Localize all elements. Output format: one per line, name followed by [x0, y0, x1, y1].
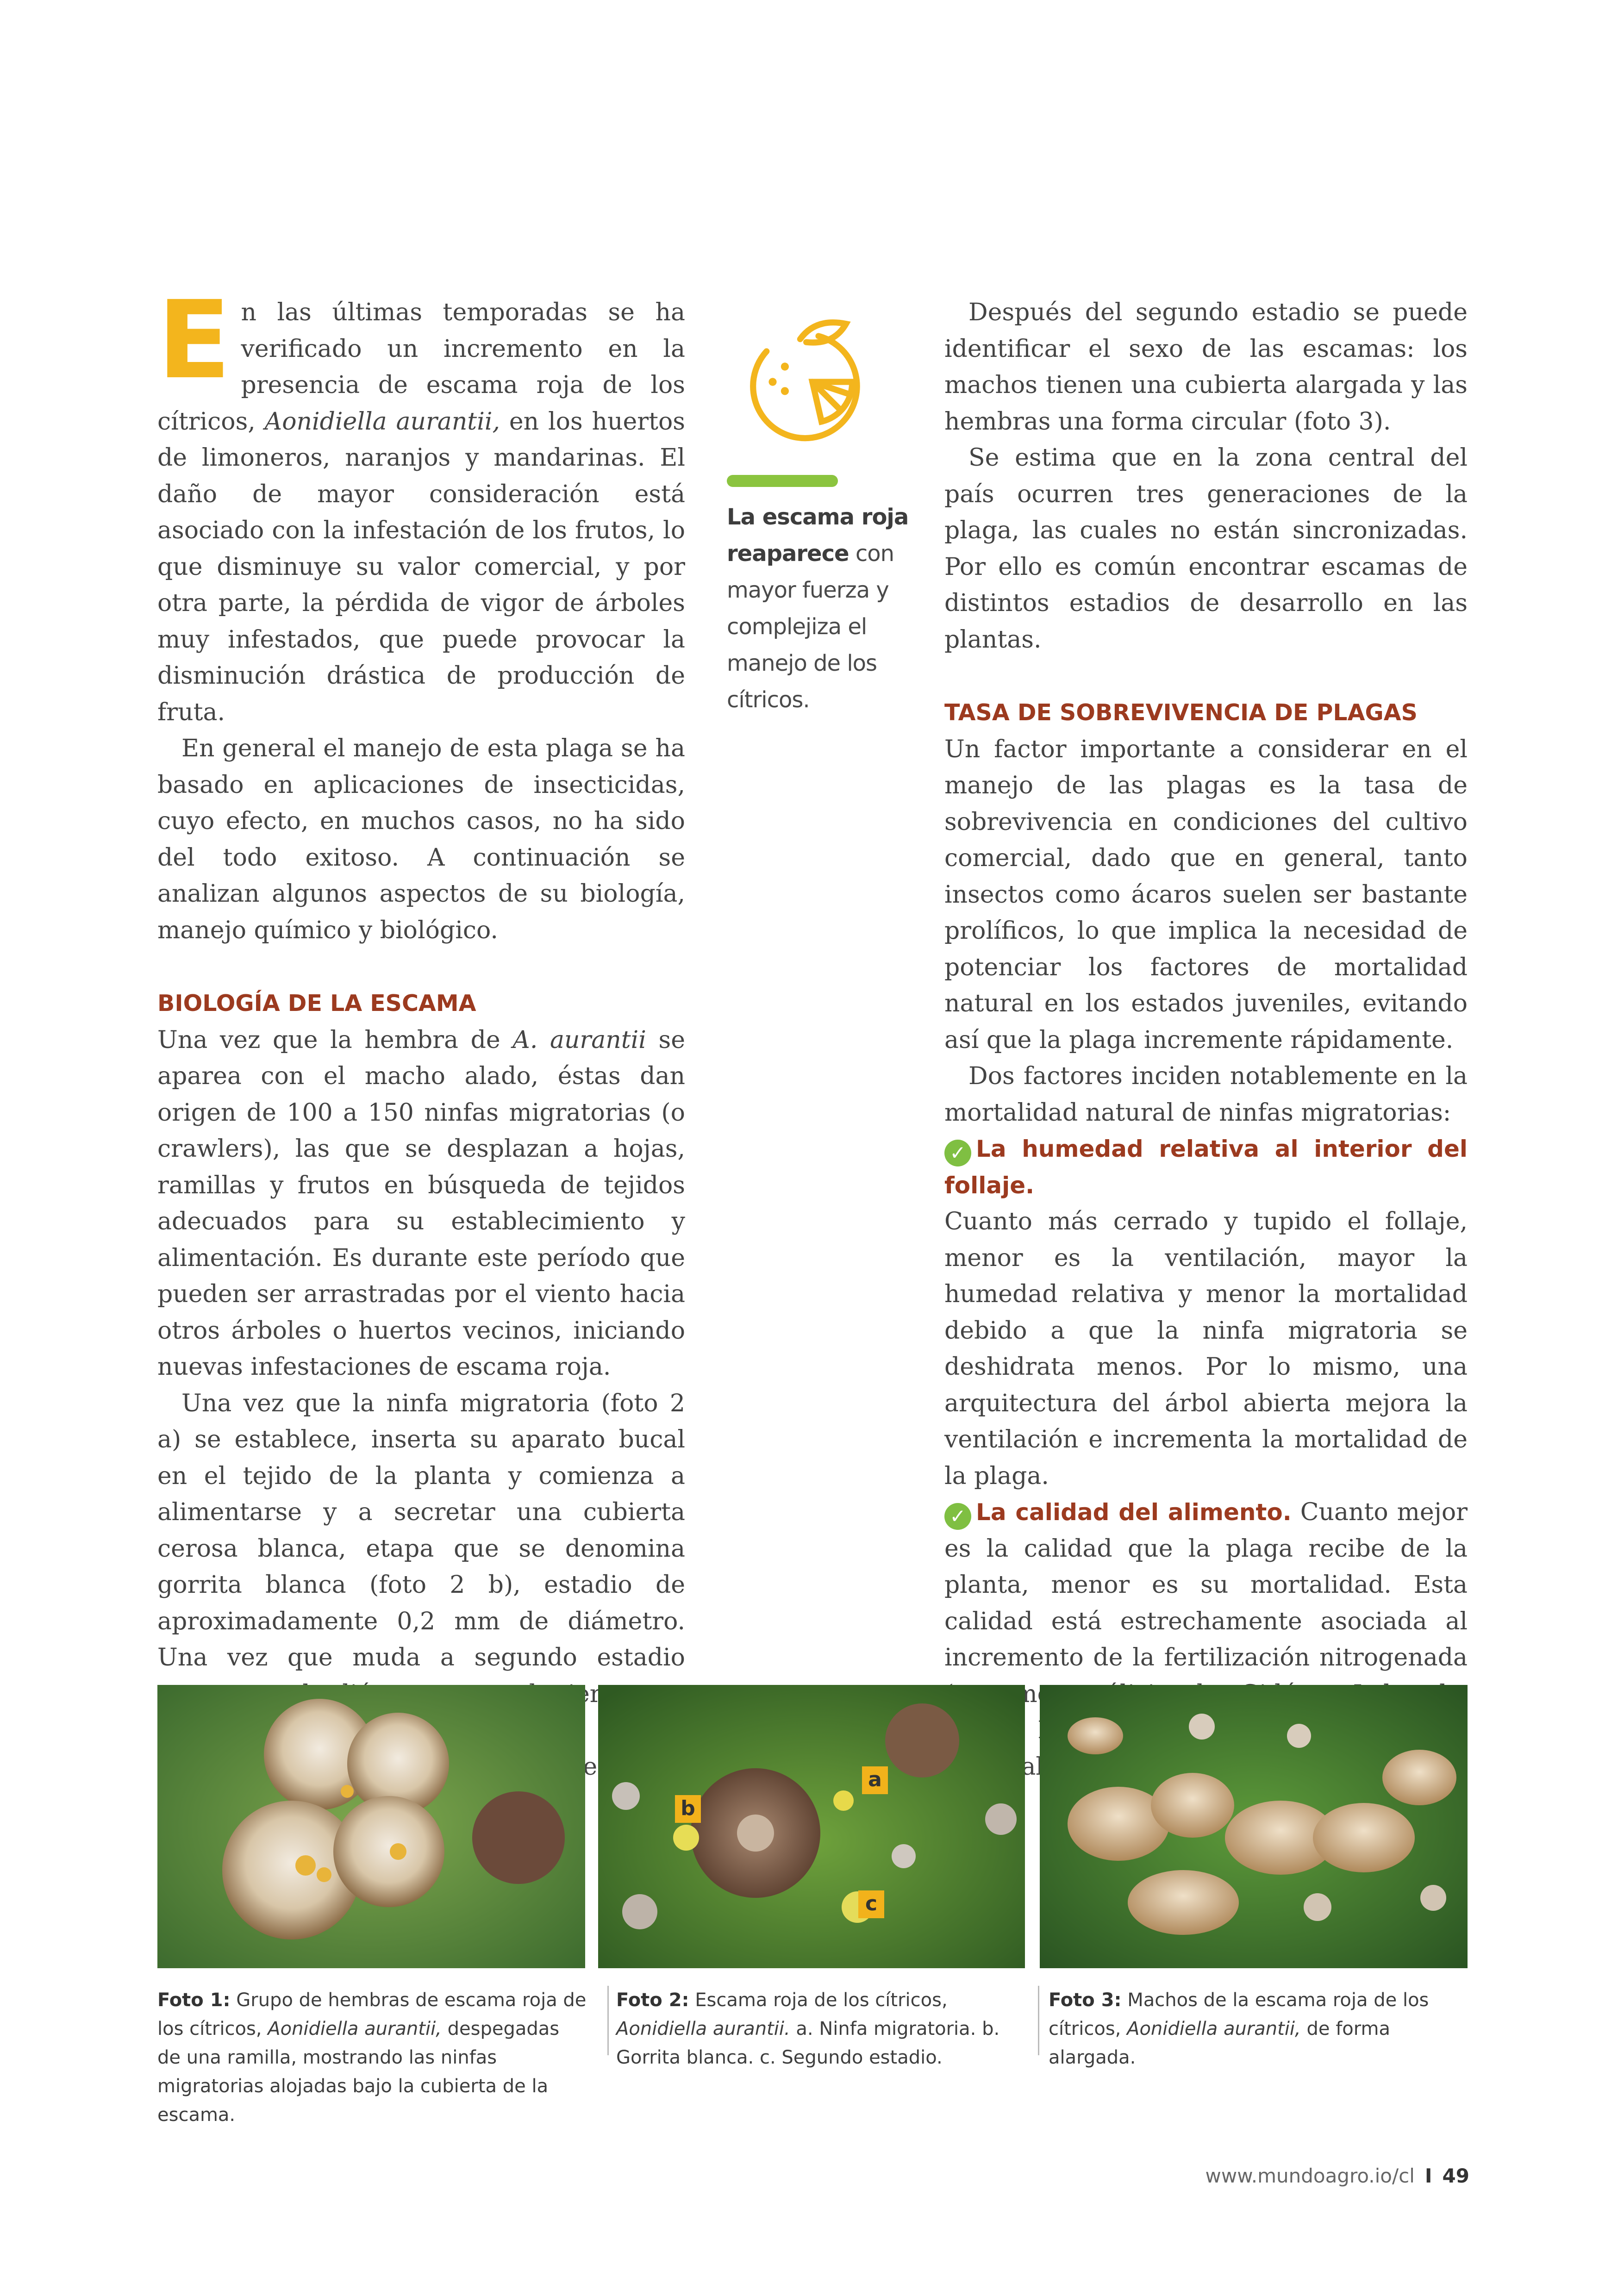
label-c: c [858, 1890, 884, 1918]
label-a: a [862, 1766, 888, 1794]
section-heading-biologia: BIOLOGÍA DE LA ESCAMA [157, 990, 476, 1017]
caption-photo-3: Foto 3: Machos de la escama roja de los cítricos, Aonidiella aurantii, de forma alargada. [1038, 1986, 1479, 2055]
citrus-icon [727, 306, 880, 458]
factor-item-alimento: ✓ La calidad del alimento. Cuanto mejor es la calidad que la plaga recibe de la planta, menor es su mortalidad. Esta calidad está estrechamente asociada al incremento de la fertilización nitrogenada [944, 1498, 1468, 1671]
paragraph: Un factor importante a considerar en el manejo de las plagas es la tasa de sobrevivencia en condiciones del cultivo comercial, dado que en general, tanto insectos como ácaros suelen ser bastante prolíficos, lo que implica la necesidad de potenciar los factores de mortalidad natural en los estados juveniles, evitando así que la plaga incremente rápidamente. [944, 735, 1468, 1054]
photo-2 [598, 1685, 1025, 1968]
page-footer [1206, 2164, 1469, 2187]
page-number: 49 [1442, 2164, 1469, 2187]
footer-separator: I [1424, 2164, 1432, 2187]
section-heading-sobrevivencia: TASA DE SOBREVIVENCIA DE PLAGAS [944, 699, 1418, 726]
factor-item-humedad: ✓ La humedad relativa al interior del follaje. Cuanto más cerrado y tupido el follaje, menor es la ventilación, mayor la humedad relativa y menor la mortalidad debido a que la ninfa migratoria se deshidrata menos. Por lo mismo, una arquitectura del árbol abierta mejora la ventilación e incrementa la mortalidad de la plaga. [944, 1135, 1468, 1490]
photo-1 [157, 1685, 585, 1968]
caption-photo-1: Foto 1: Grupo de hembras de escama roja de los cítricos, Aonidiella aurantii, despegadas de una ramilla, mostrando las ninfas migratorias alojadas bajo la cubierta de la escama. [157, 1989, 587, 2126]
footer-url[interactable]: www.mundoagro.io/cl [1205, 2164, 1415, 2187]
check-circle-icon: ✓ [944, 1503, 971, 1530]
paragraph: Una vez que la hembra de A. aurantii se aparea con el macho alado, éstas dan origen de 100 a 150 ninfas migratorias (o crawlers), las que se desplazan a hojas, ramillas y frutos en búsqueda de tejidos adecuados para su establecimiento y alimentación. Es durante este período que pueden ser arrastradas por el viento hacia otros árboles o huertos vecinos, iniciando nuevas infestaciones de escama roja. [157, 1026, 685, 1381]
intro-paragraph: En las últimas temporadas se ha verificado un incremento en la presencia de escama roja de los cítricos, Aonidiella aurantii, en los huertos de limoneros, naranjos y mandarinas. El daño de mayor consideración está asociado con la infestación de los frutos, lo que disminuye su valor comercial, y por otra parte, la pérdida de vigor de árboles muy infestados, que puede provocar la disminución drástica de producción de fruta. [157, 278, 685, 726]
article-column-right [944, 294, 1468, 1785]
paragraph: En general el manejo de esta plaga se ha basado en aplicaciones de insecticidas, cuyo efecto, en muchos casos, no ha sido del todo exitoso. A continuación se analizan algunos aspectos de su biología, manejo químico y biológico. [157, 735, 685, 944]
pull-quote-bar [727, 475, 838, 487]
paragraph: Dos factores inciden notablemente en la mortalidad natural de ninfas migratorias: [944, 1062, 1468, 1127]
paragraph: Se estima que en la zona central del país ocurren tres generaciones de la plaga, las cuales no están sincronizadas. Por ello es común encontrar escamas de distintos estadios de desarrollo en las plantas. [944, 444, 1468, 654]
label-b: b [675, 1795, 701, 1823]
drop-cap: E [157, 278, 231, 403]
check-circle-icon: ✓ [944, 1140, 971, 1166]
pull-quote: La escama roja reaparece con mayor fuerza y complejiza el manejo de los cítricos. [727, 504, 909, 713]
caption-photo-2: Foto 2: Escama roja de los cítricos, Aonidiella aurantii. a. Ninfa migratoria. b. Gorrita blanca. c. Segundo estadio. [607, 1986, 1038, 2055]
paragraph: Una vez que la ninfa migratoria (foto 2 a) se establece, inserta su aparato bucal en el tejido de la planta y comienza a alimentarse y a secretar una cubierta cerosa blanca, etapa que se denomina gorrita blanca (foto 2 b), estadio de aproximadamente 0,2 mm de diámetro. Una vez que muda a segundo estadio [157, 1389, 685, 1671]
article-column-left [157, 278, 685, 1821]
photo-3 [1040, 1685, 1468, 1968]
paragraph: Después del segundo estadio se puede identificar el sexo de las escamas: los machos tienen una cubierta alargada y las hembras una forma circular (foto 3). [944, 299, 1468, 436]
